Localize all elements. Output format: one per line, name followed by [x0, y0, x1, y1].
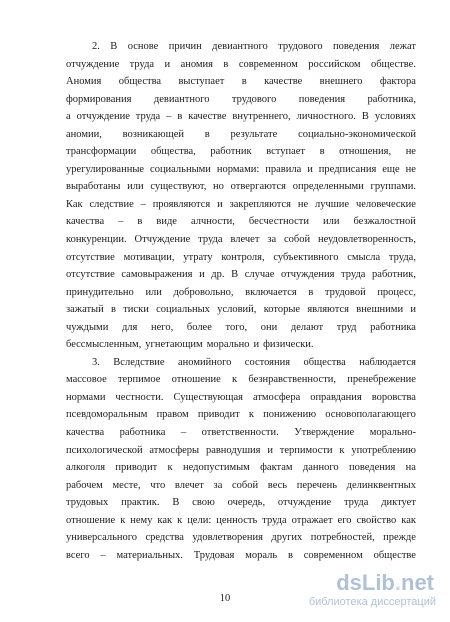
word: физически.: [263, 339, 314, 351]
watermark-logo-main: dsLib: [336, 570, 395, 595]
word: урегулированные: [66, 163, 145, 175]
word: аномия: [180, 58, 213, 70]
text-line: [66, 284, 416, 302]
word: Отчуждение: [134, 234, 191, 246]
word: они: [260, 321, 278, 333]
word: работника: [119, 427, 166, 439]
word: следствие: [89, 198, 134, 210]
word: правила: [265, 163, 302, 175]
word: в: [177, 111, 183, 123]
word: формирования: [66, 93, 132, 105]
word: субъективного: [273, 251, 339, 263]
word: свойство: [356, 514, 397, 526]
text-line: [66, 38, 416, 56]
word: контроля,: [221, 251, 265, 263]
word: отношение: [66, 514, 116, 526]
word: причин: [168, 41, 202, 52]
word: обществе.: [370, 58, 416, 70]
word: ответственности.: [201, 427, 279, 439]
text-line: [66, 371, 416, 389]
word: всего: [66, 549, 90, 561]
word: влечет: [174, 479, 204, 491]
word: для: [121, 321, 138, 333]
word: фактора: [379, 76, 416, 88]
text-line: [66, 266, 416, 284]
word: зажатый: [66, 304, 104, 316]
word: Трудовая: [193, 549, 235, 561]
word: очередь,: [227, 497, 266, 509]
word: свою: [192, 497, 215, 509]
page-number: 10: [219, 593, 231, 604]
word: общества,: [150, 146, 196, 158]
word: и: [253, 339, 260, 351]
word: потребностей,: [310, 532, 375, 544]
word: приводит: [115, 462, 158, 474]
word: алчности,: [191, 216, 235, 228]
watermark-subtitle: библиотека диссертаций: [308, 596, 436, 608]
word: средства: [145, 532, 184, 544]
word: делинквентных: [346, 479, 416, 491]
word: предписания: [318, 163, 377, 175]
word: но: [213, 181, 224, 193]
word: к: [177, 514, 183, 526]
word: труда: [129, 58, 155, 70]
word: социальных: [156, 304, 210, 316]
word: –: [140, 198, 146, 210]
word: труда: [341, 269, 366, 281]
word: качества: [66, 427, 105, 439]
word: утрату: [183, 251, 213, 263]
word: к: [120, 514, 126, 526]
word: к: [232, 374, 238, 386]
word: отсутствие: [66, 269, 115, 281]
word: к: [339, 444, 345, 456]
word: или: [145, 286, 162, 298]
word: являются: [307, 304, 349, 316]
word: наблюдается: [359, 356, 416, 368]
word: группами.: [370, 181, 416, 193]
word: социально-экономической: [298, 128, 416, 140]
word: нормами: [66, 391, 106, 403]
watermark-logo: [304, 572, 436, 594]
word: как: [401, 514, 416, 526]
word: еще: [382, 163, 400, 175]
word: и: [217, 198, 223, 210]
text-line: [66, 336, 416, 354]
text-line: [66, 512, 416, 530]
watermark-logo-dot: .: [394, 570, 401, 595]
word: современном: [303, 549, 363, 561]
word: в: [137, 216, 143, 228]
word: обществе: [373, 549, 416, 561]
word: В: [172, 497, 180, 509]
text-line: [66, 178, 416, 196]
word: прежде: [383, 532, 416, 544]
word: того,: [225, 321, 248, 333]
word: Аномия: [66, 76, 102, 88]
text-line: [66, 389, 416, 407]
word: самовыражения: [121, 269, 193, 281]
word: поведения: [348, 462, 396, 474]
word: труда: [198, 234, 223, 246]
text-line: [66, 73, 416, 91]
word: лежат: [389, 41, 416, 52]
text-line: [66, 108, 416, 126]
word: него,: [151, 321, 174, 333]
word: псевдоморальным: [66, 409, 148, 421]
text-line: [66, 494, 416, 512]
word: 2.: [92, 41, 100, 52]
word: трудового: [231, 93, 277, 105]
word: отвергаются: [230, 181, 287, 193]
word: возникающей: [122, 128, 184, 140]
word: включается: [245, 286, 297, 298]
text-line: [66, 406, 416, 424]
text-line: [66, 213, 416, 231]
word: и: [267, 444, 273, 456]
word: качестве: [264, 76, 303, 88]
word: безжалостной: [353, 216, 416, 228]
word: девиантного: [153, 93, 210, 105]
word: терпимое: [117, 374, 161, 386]
word: нормами:: [216, 163, 260, 175]
word: оправдания: [310, 391, 362, 403]
word: что: [150, 479, 166, 491]
word: работника,: [367, 93, 416, 105]
word: терпимости: [279, 444, 333, 456]
word: и: [164, 58, 171, 70]
word: и: [307, 163, 313, 175]
word: труда: [135, 111, 161, 123]
word: –: [100, 549, 106, 561]
word: месте,: [112, 479, 141, 491]
word: в: [308, 286, 314, 298]
watermark-logo-tld: net: [401, 570, 434, 595]
word: работник: [210, 146, 252, 158]
word: существуют,: [150, 181, 207, 193]
word: –: [180, 427, 187, 439]
word: условий,: [217, 304, 257, 316]
word: отношения,: [339, 146, 392, 158]
text-line: [66, 442, 416, 460]
dslib-watermark: [304, 572, 436, 616]
text-line: [66, 143, 416, 161]
word: употреблению: [351, 444, 416, 456]
word: данного: [302, 462, 339, 474]
word: выступает: [178, 76, 225, 88]
word: трансформации: [66, 146, 137, 158]
word: собой: [284, 234, 311, 246]
word: практик.: [121, 497, 160, 509]
word: в: [110, 304, 116, 316]
word: не: [405, 163, 416, 175]
word: алкоголя: [66, 462, 106, 474]
word: бесчестности: [248, 216, 309, 228]
word: рабочем: [66, 479, 103, 491]
word: общества: [118, 76, 162, 88]
word: 3.: [92, 356, 100, 368]
word: работник,: [372, 269, 416, 281]
word: тиски: [123, 304, 149, 316]
word: основополагающего: [325, 409, 416, 421]
word: В: [110, 41, 118, 52]
text-line: [66, 354, 416, 372]
text-line: [66, 459, 416, 477]
word: и: [410, 304, 416, 316]
word: внешними: [356, 304, 404, 316]
word: весь: [267, 479, 288, 491]
word: поведения: [298, 93, 346, 105]
text-line: [66, 231, 416, 249]
word: к: [248, 409, 254, 421]
word: виде: [156, 216, 177, 228]
word: трудовых: [66, 497, 109, 509]
word: основе: [127, 41, 159, 52]
word: добровольно,: [173, 286, 234, 298]
word: отчуждение: [277, 497, 332, 509]
text-line: [66, 301, 416, 319]
word: цели:: [187, 514, 212, 526]
word: конкуренции.: [66, 234, 127, 246]
word: случае: [244, 269, 275, 281]
body-text: [66, 38, 416, 564]
word: внешнего: [319, 76, 363, 88]
word: фактам: [260, 462, 293, 474]
word: отчуждение: [76, 111, 130, 123]
word: отчуждение: [66, 58, 120, 70]
text-line: [66, 424, 416, 442]
word: честности.: [115, 391, 164, 403]
word: личностного.: [296, 111, 356, 123]
word: неудовлетворенность,: [318, 234, 416, 246]
word: отсутствие: [66, 251, 115, 263]
word: морально: [206, 339, 250, 351]
word: бессмысленным,: [66, 339, 142, 351]
word: понижению: [263, 409, 317, 421]
word: за: [213, 479, 223, 491]
word: лучшие: [314, 198, 350, 210]
word: процесс,: [377, 286, 416, 298]
text-line: [66, 319, 416, 337]
text-line: [66, 56, 416, 74]
word: нему: [130, 514, 153, 526]
text-line: [66, 529, 416, 547]
word: других: [271, 532, 303, 544]
word: отчуждения: [281, 269, 335, 281]
text-line: [66, 126, 416, 144]
word: не: [405, 146, 416, 158]
word: проявляются: [152, 198, 211, 210]
text-line: [66, 91, 416, 109]
word: правом: [156, 409, 189, 421]
word: которые: [263, 304, 301, 316]
word: социальными: [150, 163, 211, 175]
word: и: [199, 269, 205, 281]
word: качестве: [188, 111, 227, 123]
word: результате: [230, 128, 278, 140]
word: не: [297, 198, 309, 210]
word: универсального: [66, 532, 138, 544]
word: принудительно: [66, 286, 134, 298]
word: В: [231, 269, 239, 281]
word: равнодушия: [205, 444, 261, 456]
word: –: [166, 111, 172, 123]
word: к: [167, 462, 173, 474]
word: современном: [238, 58, 298, 70]
word: девиантного: [212, 41, 268, 52]
word: собой: [232, 479, 259, 491]
word: Утверждение: [294, 427, 355, 439]
word: в: [204, 128, 210, 140]
word: отношение: [171, 374, 221, 386]
word: влечет: [230, 234, 260, 246]
word: трудового: [278, 41, 323, 52]
word: атмосферы: [149, 444, 200, 456]
word: Вследствие: [113, 356, 165, 368]
word: делают: [290, 321, 324, 333]
text-line: [66, 161, 416, 179]
word: в: [319, 146, 325, 158]
word: психологической: [66, 444, 143, 456]
word: вступает: [266, 146, 306, 158]
word: смысла: [347, 251, 381, 263]
word: в: [223, 58, 229, 70]
word: аномийного: [177, 356, 232, 368]
word: определенными: [292, 181, 364, 193]
word: российском: [308, 58, 361, 70]
word: недопустимым: [182, 462, 250, 474]
word: закрепляются: [229, 198, 291, 210]
word: в: [241, 76, 247, 88]
word: труда,: [388, 251, 416, 263]
word: чуждыми: [66, 321, 109, 333]
word: на: [405, 462, 416, 474]
word: а: [66, 111, 71, 123]
word: трудовой: [324, 286, 366, 298]
word: –: [118, 216, 124, 228]
text-line: [66, 477, 416, 495]
word: диктует: [381, 497, 416, 509]
word: в: [287, 549, 293, 561]
word: как: [157, 514, 173, 526]
word: за: [267, 234, 277, 246]
word: труда: [262, 514, 287, 526]
word: В: [361, 111, 369, 123]
text-line: [66, 196, 416, 214]
word: массовое: [66, 374, 107, 386]
word: Существующая: [173, 391, 243, 403]
word: отражает: [291, 514, 333, 526]
word: мотивации,: [123, 251, 175, 263]
word: или: [127, 181, 144, 193]
word: труда: [343, 497, 369, 509]
word: безнравственности,: [248, 374, 336, 386]
word: аномии,: [66, 128, 102, 140]
word: или: [322, 216, 340, 228]
word: др.: [211, 269, 225, 281]
word: Как: [66, 198, 83, 210]
word: удовлетворения: [192, 532, 263, 544]
word: воровства: [371, 391, 416, 403]
word: качества: [66, 216, 105, 228]
word: работника: [370, 321, 416, 333]
word: поведения: [333, 41, 380, 52]
word: более: [186, 321, 212, 333]
word: приводит: [197, 409, 240, 421]
word: человеческие: [355, 198, 416, 210]
word: пренебрежение: [347, 374, 416, 386]
word: материальных.: [116, 549, 183, 561]
text-line: [66, 547, 416, 565]
word: ценность: [216, 514, 258, 526]
word: внутреннего,: [232, 111, 291, 123]
word: мораль: [245, 549, 278, 561]
word: угнетающим: [145, 339, 203, 351]
word: перечень: [296, 479, 338, 491]
word: морально-: [369, 427, 416, 439]
word: состояния: [244, 356, 291, 368]
word: атмосфера: [252, 391, 301, 403]
word: условиях: [374, 111, 416, 123]
word: общества: [303, 356, 346, 368]
text-line: [66, 249, 416, 267]
word: его: [337, 514, 352, 526]
word: труд: [336, 321, 357, 333]
word: выработаны: [66, 181, 121, 193]
